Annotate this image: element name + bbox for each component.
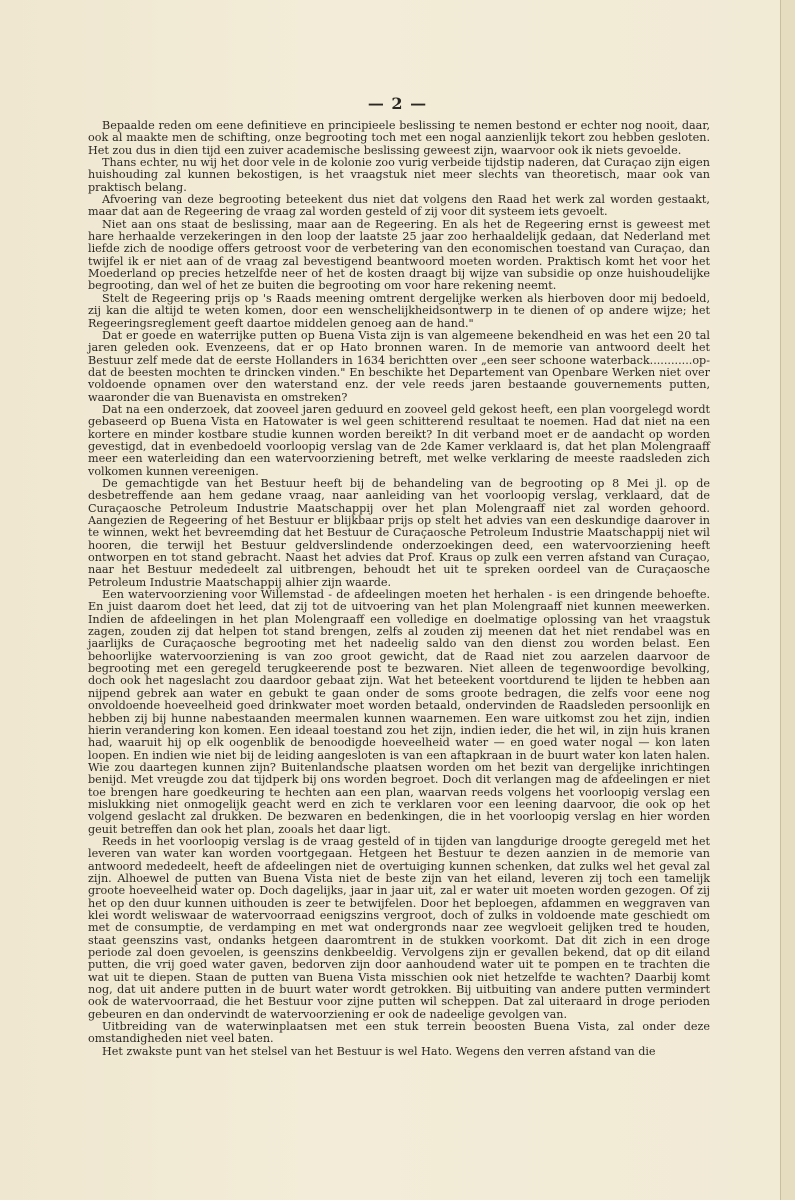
page-number: — 2 — bbox=[367, 94, 428, 113]
page-fold-line bbox=[780, 0, 781, 1200]
paragraph: Dat na een onderzoek, dat zooveel jaren geduurd en zooveel geld gekost heeft, een plan voorgelegd wordt gebaseerd op Buena Vista en Hatowater is wel geen schitterend resultaat te noemen. Had dat niet na een kortere en minder kostbare studie kunnen worden bereikt? In dit verband moet er de aandacht op worden gevestigd, dat in evenbedoeld voorloopig verslag van de 2de Kamer verklaard is, dat het plan Molengraaff meer een waterleiding dan een watervoorziening betreft, met welke verklaring de meeste raadsleden zich volkomen kunnen vereenigen. bbox=[88, 402, 710, 478]
paragraph: De gemachtigde van het Bestuur heeft bij de behandeling van de begrooting op 8 Mei jl. op de desbetreffende aan hem gedane vraag, naar aanleiding van het voorloopig verslag, verklaard, dat de Curaçaosche Petroleum Industrie Maatschappij over het plan Molengraaff niet zal worden gehoord. Aangezien de Regeering of het Bestuur er blijkbaar prijs op stelt het advies van een deskundige daarover in te winnen, wekt het bevreemding dat het Bestuur de Curaçaosche Petroleum Industrie Maatschappij niet wil hooren, die terwijl het Bestuur geldverslindende onderzoekingen deed, een watervoorziening heeft ontworpen en tot stand gebracht. Naast het advies dat Prof. Kraus op zulk een verren afstand van Curaçao, naar het Bestuur mededeelt zal uitbrengen, behoudt het uit te spreken oordeel van de Curaçaosche Petroleum Industrie Maatschappij alhier zijn waarde. bbox=[88, 476, 710, 589]
paragraph: Uitbreiding van de waterwinplaatsen met een stuk terrein beoosten Buena Vista, zal onder deze omstandigheden niet veel baten. bbox=[88, 1020, 710, 1046]
paragraph: Thans echter, nu wij het door vele in de kolonie zoo vurig verbeide tijdstip naderen, dat Curaçao zijn eigen huishouding zal kunnen bekostigen, is het vraagstuk niet meer slechts van theoretisch, maar ook van praktisch belang. bbox=[88, 156, 710, 194]
paragraph: Een watervoorziening voor Willemstad - de afdeelingen moeten het herhalen - is een dringende behoefte. En juist daarom doet het leed, dat zij tot de uitvoering van het plan Molengraaff niet kunnen meewerken. Indien de afdeelingen in het plan Molengraaff een volledige en doelmatige oplossing van het vraagstuk zagen, zouden zij dat helpen tot stand brengen, zelfs al zouden zij meenen dat het niet rendabel was en jaarlijks de Curaçaosche begrooting met het nadeelig saldo van den dienst zou worden belast. Een behoorlijke watervoorziening is van zoo groot gewicht, dat de Raad niet zou aarzelen daarvoor de begrooting met een geregeld terugkeerende post te bezwaren. Niet alleen de tegenwoordige bevolking, doch ook het nageslacht zou daardoor gebaat zijn. Wat het beteekent voortdurend te lijden te hebben aan nijpend gebrek aan water en gebukt te gaan onder de soms groote bedragen, die zelfs voor eene nog onvoldoende hoeveelheid goed drinkwater moet worden betaald, ondervinden de Raadsleden persoonlijk en hebben zij bij hunne nabestaanden meermalen kunnen waarnemen. Een ware uitkomst zou het zijn, indien hierin verandering kon komen. Een ideaal toestand zou het zijn, indien ieder, die het wil, in zijn huis kranen had, waaruit hij op elk oogenblik de benoodigde hoeveelheid water — en goed water nogal — kon laten loopen. En indien wie niet bij de leiding aangesloten is van een aftapkraan in de buurt water kon laten halen. Wie zou daartegen kunnen zijn? Buitenlandsche plaatsen worden om het bezit van dergelijke inrichtingen benijd. Met vreugde zou dat tijdperk bij ons worden begroet. Doch dit verlangen mag de afdeelingen er niet toe brengen hare goedkeuring te hechten aan een plan, waarvan reeds volgens het voorloopig verslag een mislukking niet onmogelijk geacht werd en zich te verklaren voor een leening daarvoor, die ook op het volgend geslacht zal drukken. De bezwaren en bedenkingen, die in het voorloopig verslag en hier worden geuit betreffen dan ook het plan, zooals het daar ligt. bbox=[88, 588, 710, 836]
paragraph: Bepaalde reden om eene definitieve en principieele beslissing te nemen bestond er echter nog nooit, daar, ook al maakte men de schifting, onze begrooting toch met een nogal aanzienlijk tekort zou hebben gesloten. Het zou dus in dien tijd een zuiver academische beslissing geweest zijn, waarvoor ook ik niets gevoelde. bbox=[88, 119, 710, 157]
page-edge bbox=[781, 0, 795, 1200]
paragraph: Dat er goede en waterrijke putten op Buena Vista zijn is van algemeene bekendheid en was het een 20 tal jaren geleden ook. Evenzeens, dat er op Hato bronnen waren. In de memorie van antwoord deelt het Bestuur zelf mede dat de eerste Hollanders in 1634 berichtten over „een seer schoone waterback............op- dat de beesten mochten te drincken vinden." En beschikte het Departement van Openbare Werken niet over voldoende opnamen over den waterstand enz. der vele reeds jaren bestaande gouvernements putten, waaronder die van Buenavista en omstreken? bbox=[88, 328, 710, 404]
paragraph: Afvoering van deze begrooting beteekent dus niet dat volgens den Raad het werk zal worden gestaakt, maar dat aan de Regeering de vraag zal worden gesteld of zij voor dit systeem iets gevoelt. bbox=[88, 193, 710, 219]
body-text bbox=[88, 120, 710, 1058]
paragraph: Reeds in het voorloopig verslag is de vraag gesteld of in tijden van langdurige droogte geregeld met het leveren van water kan worden voortgegaan. Hetgeen het Bestuur te dezen aanzien in de memorie van antwoord mededeelt, heeft de afdeelingen niet de overtuiging kunnen schenken, dat zulks wel het geval zal zijn. Alhoewel de putten van Buena Vista niet de beste zijn van het eiland, leveren zij toch een tamelijk groote hoeveelheid water op. Doch dagelijks, jaar in jaar uit, zal er water uit moeten worden gezogen. Of zij het op den duur kunnen uithouden is zeer te betwijfelen. Door het beploegen, afdammen en weggraven van klei wordt weliswaar de watervoorraad eenigszins vergroot, doch of zulks in voldoende mate geschiedt om met de consumptie, de verdamping en met wat ondergronds naar zee wegvloeit gelijken tred te houden, staat geenszins vast, ondanks hetgeen daaromtrent in de stukken voorkomt. Dat dit zich in een droge periode zal doen gevoelen, is geenszins denkbeeldig. Vervolgens zijn er gevallen bekend, dat op dit eiland putten, die vrij goed water gaven, bedorven zijn door aanhoudend water uit te pompen en te trachten die wat uit te diepen. Staan de putten van Buena Vista misschien ook niet hetzelfde te wachten? Daarbij komt nog, dat uit andere putten in de buurt water wordt getrokken. Bij uitbuiting van andere putten vermindert ook de watervoorraad, die het Bestuur voor zijne putten wil scheppen. Dat zal uiteraard in droge perioden gebeuren en dan ondervindt de watervoorziening er ook de nadeelige gevolgen van. bbox=[88, 834, 710, 1021]
paragraph: Stelt de Regeering prijs op 's Raads meening omtrent dergelijke werken als hierboven door mij bedoeld, zij kan die altijd te weten komen, door een wenschelijkheidsontwerp in te dienen of op andere wijze; het Regeeringsreglement geeft daartoe middelen genoeg aan de hand." bbox=[88, 291, 710, 330]
paragraph: Het zwakste punt van het stelsel van het Bestuur is wel Hato. Wegens den verren afstand van die bbox=[102, 1044, 656, 1058]
paragraph: Niet aan ons staat de beslissing, maar aan de Regeering. En als het de Regeering ernst is geweest met hare herhaalde verzekeringen in den loop der laatste 25 jaar zoo herhaaldelijk gedaan, dat Nederland met liefde zich de noodige offers getroost voor de verbetering van den economischen toestand van Curaçao, dan twijfel ik er niet aan of de vraag zal bevestigend beantwoord moeten worden. Praktisch komt het voor het Moederland op precies hetzelfde neer of het de kosten draagt bij wijze van subsidie op onze huishoudelijke begrooting, dan wel of het ze buiten die begrooting om voor hare rekening neemt. bbox=[88, 217, 710, 293]
